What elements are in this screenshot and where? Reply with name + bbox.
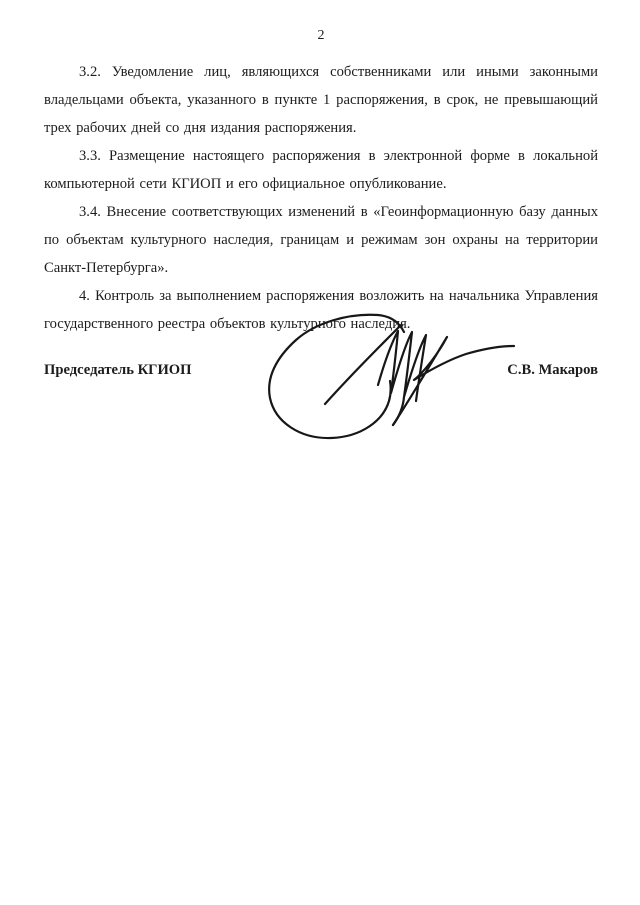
signature-row — [44, 360, 598, 380]
document-body — [44, 58, 598, 338]
signer-name: С.В. Макаров — [507, 362, 598, 378]
paragraph-3-4: 3.4. Внесение соответствующих изменений в «Геоинформационную базу данных по объектам культурного наследия, границам и режимам зон охраны на территории Санкт-Петербурга». — [44, 204, 598, 276]
paragraph-4: 4. Контроль за выполнением распоряжения возложить на начальника Управления государственного реестра объектов культурного наследия. — [44, 288, 598, 332]
page-number: 2 — [317, 28, 325, 43]
paragraph-3-2: 3.2. Уведомление лиц, являющихся собственниками или иными законными владельцами объекта, указанного в пункте 1 распоряжения, в срок, не превышающий трех рабочих дней со дня издания распоряжения. — [44, 64, 598, 136]
paragraph-3-3: 3.3. Размещение настоящего распоряжения в электронной форме в локальной компьютерной сети КГИОП и его официальное опубликование. — [44, 148, 598, 192]
signer-position-title: Председатель КГИОП — [44, 362, 192, 378]
signature-block — [44, 360, 598, 520]
